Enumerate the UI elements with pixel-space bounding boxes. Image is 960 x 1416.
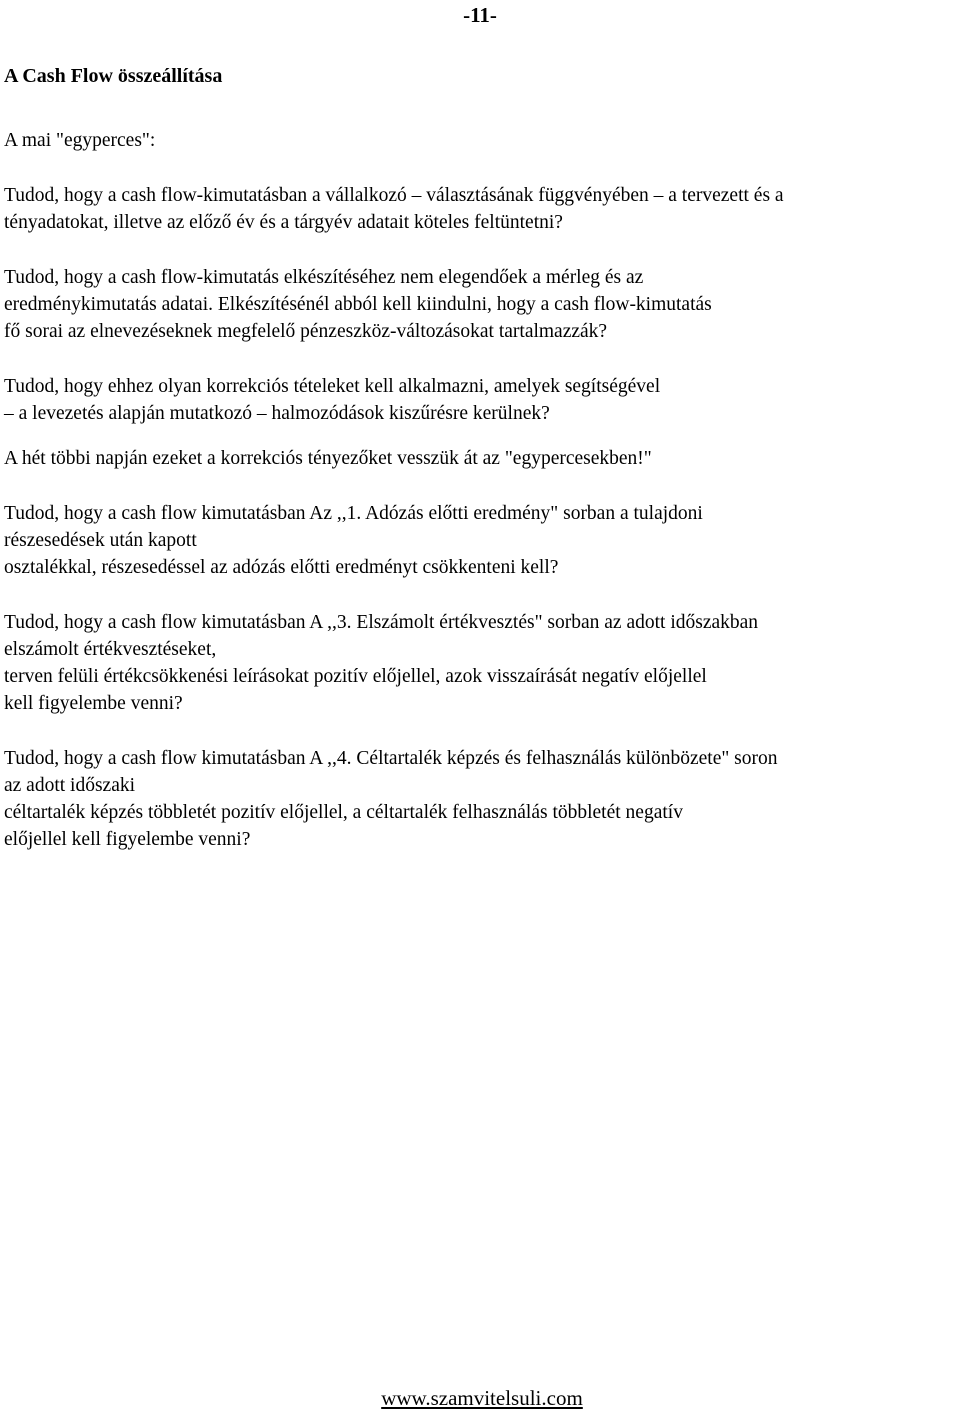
paragraph-line: osztalékkal, részesedéssel az adózás előtti eredményt csökkenteni kell? [4,557,559,578]
paragraph-line: terven felüli értékcsökkenési leírásokat pozitív előjellel, azok visszaírását negatív előjellel [4,666,707,687]
paragraph-5 [4,500,958,581]
paragraph-line: az adott időszaki [4,775,136,796]
paragraph-line: részesedések után kapott [4,530,197,551]
intro-text [4,127,958,154]
paragraph-4 [4,445,958,472]
paragraph-line: eredménykimutatás adatai. Elkészítésénél abból kell kiindulni, hogy a cash flow-kimutatás [4,294,712,315]
paragraph-line: Tudod, hogy a cash flow-kimutatás elkészítéséhez nem elegendőek a mérleg és az [4,267,644,288]
paragraph-line: Tudod, hogy a cash flow-kimutatásban a vállalkozó – választásának függvényében – a tervezett és a [4,185,784,206]
paragraph-line: A hét többi napján ezeket a korrekciós tényezőket vesszük át az "egypercesekben!" [4,448,652,469]
intro-line: A mai "egyperces": [4,130,156,151]
document-title: A Cash Flow összeállítása [4,65,223,87]
paragraph-line: kell figyelembe venni? [4,693,183,714]
paragraph-line: fő sorai az elnevezéseknek megfelelő pénzeszköz-változásokat tartalmazzák? [4,321,608,342]
paragraph-line: céltartalék képzés többletét pozitív előjellel, a céltartalék felhasználás többletét negatív [4,802,683,823]
paragraph-line: Tudod, hogy a cash flow kimutatásban A ,,4. Céltartalék képzés és felhasználás különbözete" soron [4,748,778,769]
document-body [4,62,958,881]
paragraph-line: tényadatokat, illetve az előző év és a tárgyév adatait köteles feltüntetni? [4,212,563,233]
paragraph-2 [4,264,958,345]
paragraph-line: előjellel kell figyelembe venni? [4,829,251,850]
paragraph-line: Tudod, hogy a cash flow kimutatásban A ,,3. Elszámolt értékvesztés" sorban az adott időszakban [4,612,759,633]
paragraph-line: Tudod, hogy ehhez olyan korrekciós tételeket kell alkalmazni, amelyek segítségével [4,376,661,397]
paragraph-3 [4,373,958,427]
page-number: -11- [463,3,497,27]
paragraph-7 [4,745,958,853]
footer-website-link[interactable]: www.szamvitelsuli.com [381,1386,583,1410]
paragraph-line: elszámolt értékvesztéseket, [4,639,217,660]
paragraph-line: Tudod, hogy a cash flow kimutatásban Az ,,1. Adózás előtti eredmény" sorban a tulajdoni [4,503,703,524]
paragraph-6 [4,609,958,717]
paragraph-line: – a levezetés alapján mutatkozó – halmozódások kiszűrésre kerülnek? [4,403,550,424]
paragraph-1 [4,182,958,236]
